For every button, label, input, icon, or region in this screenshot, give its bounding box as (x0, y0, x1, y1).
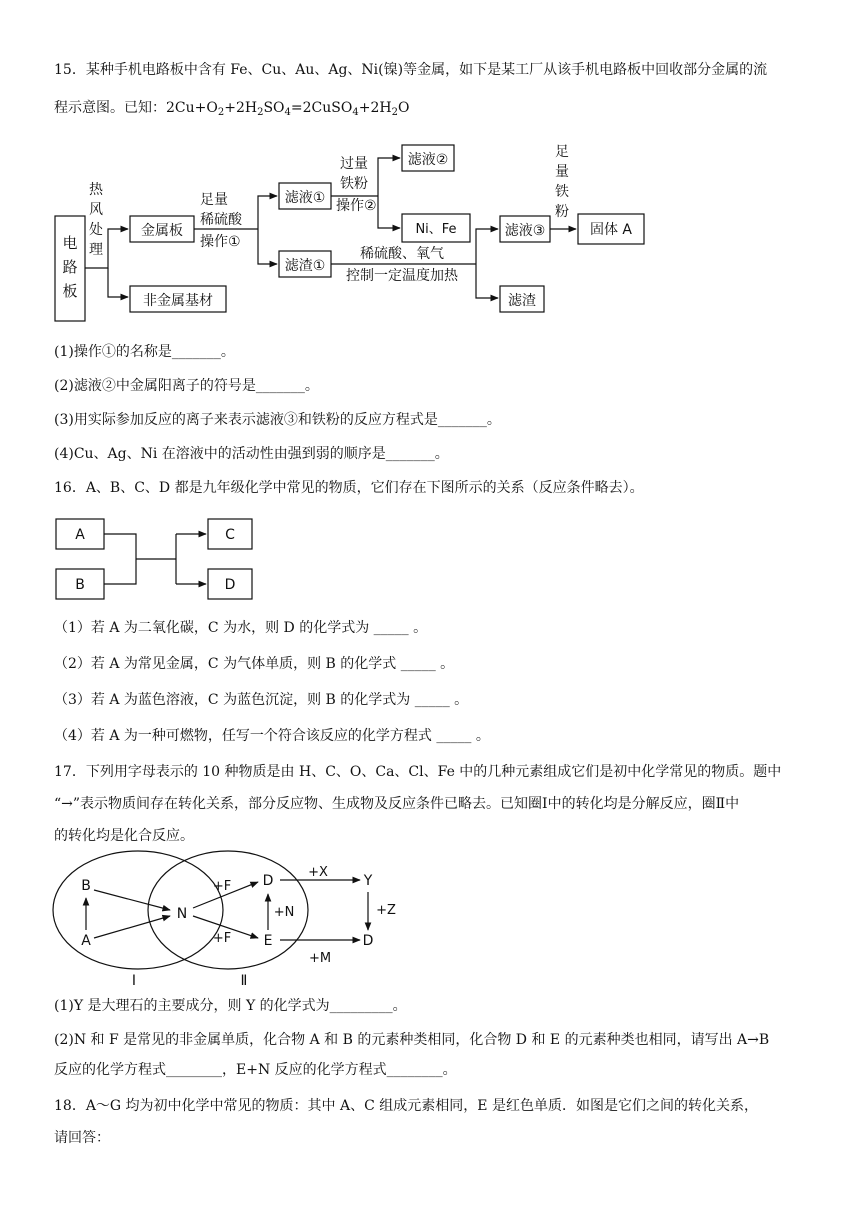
join-ab (104, 534, 136, 584)
heat-label-2: 控制一定温度加热 (346, 268, 458, 284)
residue1-label: 滤渣① (284, 258, 326, 274)
arrow-to-residue (476, 264, 498, 298)
node-d: D (262, 873, 274, 889)
board-char-3: 板 (62, 282, 78, 300)
solidA-label: 固体 A (589, 222, 633, 238)
iron2-char-4: 粉 (555, 204, 569, 220)
q17-stem-line1: 17．下列用字母表示的 10 种物质是由 H、C、O、Ca、Cl、Fe 中的几种元素组成它们是初中化学常见的物质。题中 (54, 764, 782, 780)
iron2-char-3: 铁 (555, 184, 569, 200)
arrow-to-ni-fe (378, 196, 400, 228)
arrow-to-nonmetal (108, 268, 128, 297)
q15-sub1: (1)操作①的名称是_______。 (54, 344, 235, 360)
metal-plate-label: 金属板 (141, 223, 183, 239)
q17-diagram (0, 850, 860, 990)
q15-stem-line1: 15．某种手机电路板中含有 Fe、Cu、Au、Ag、Ni(镍)等金属，如下是某工厂从该手机电路板中回收部分金属的流 (54, 62, 768, 78)
box-b-label: B (75, 577, 85, 593)
arrow-b-n (94, 890, 170, 910)
board-char-2: 路 (62, 258, 78, 276)
board-char-1: 电 (62, 234, 78, 252)
node-n: N (176, 906, 188, 922)
q15-sub2: (2)滤液②中金属阳离子的符号是_______。 (54, 378, 319, 394)
acid-label-3: 操作① (200, 234, 241, 250)
q15-sub4: (4)Cu、Ag、Ni 在溶液中的活动性由强到弱的顺序是_______。 (54, 446, 449, 462)
iron-label-2: 铁粉 (340, 176, 368, 192)
q16-diagram (0, 505, 860, 605)
label-plus-x: +X (308, 865, 328, 880)
iron2-char-2: 量 (555, 164, 569, 180)
ni-fe-label: Ni、Fe (415, 222, 457, 237)
acid-label-2: 稀硫酸 (200, 212, 242, 228)
heat-label-1: 稀硫酸、氧气 (360, 246, 444, 262)
q18-stem-line2: 请回答： (54, 1130, 110, 1146)
filtrate3-label: 滤液③ (504, 223, 546, 239)
q16-sub1: （1）若 A 为二氧化碳，C 为水，则 D 的化学式为 _____ 。 (54, 620, 428, 636)
label-plus-f-2: +F (212, 931, 232, 946)
hot-air-char-4: 理 (89, 242, 103, 258)
label-plus-z: +Z (376, 903, 396, 918)
arrow-a-n (94, 916, 170, 938)
label-plus-f-1: +F (212, 879, 232, 894)
box-a-label: A (75, 527, 85, 543)
nonmetal-label: 非金属基材 (143, 293, 213, 309)
q17-sub1: (1)Y 是大理石的主要成分，则 Y 的化学式为_________。 (54, 998, 407, 1014)
box-c-label: C (225, 527, 235, 543)
iron-label-1: 过量 (340, 156, 368, 172)
q16-sub4: （4）若 A 为一种可燃物，任写一个符合该反应的化学方程式 _____ 。 (54, 728, 490, 744)
iron2-char-1: 足 (555, 144, 569, 160)
arrow-to-residue1 (258, 229, 277, 264)
node-a: A (81, 933, 91, 949)
q15-stem-prefix: 程示意图。已知： (54, 100, 166, 116)
q16-sub3: （3）若 A 为蓝色溶液，C 为蓝色沉淀，则 B 的化学式为 _____ 。 (54, 692, 469, 708)
box-d-label: D (224, 577, 236, 593)
hot-air-char-2: 风 (89, 202, 103, 218)
filtrate1-label: 滤液① (284, 190, 326, 206)
hot-air-char-3: 处 (89, 222, 103, 238)
residue-label: 滤渣 (508, 293, 536, 309)
label-plus-m: +M (308, 951, 332, 966)
iron-label-3: 操作② (336, 198, 377, 214)
label-circle-i: Ⅰ (131, 973, 137, 989)
node-e: E (263, 933, 273, 949)
circle-i (53, 851, 223, 969)
q15-sub3: (3)用实际参加反应的离子来表示滤液③和铁粉的反应方程式是_______。 (54, 412, 501, 428)
q16-stem: 16．A、B、C、D 都是九年级化学中常见的物质，它们存在下图所示的关系（反应条件略去）。 (54, 480, 644, 496)
q17-sub2-line1: (2)N 和 F 是常见的非金属单质，化合物 A 和 B 的元素种类相同，化合物 D 和 E 的元素种类也相同，请写出 A→B (54, 1032, 770, 1048)
q15-flow-diagram (0, 0, 860, 340)
q15-equation: $2Cu+O_2+2H_2SO_4=2CuSO_4+2H_2O$ (166, 100, 410, 118)
arrow-to-filtrate2 (378, 158, 400, 196)
node-b: B (81, 878, 91, 894)
q18-stem-line1: 18．A～G 均为初中化学中常见的物质：其中 A、C 组成元素相同，E 是红色单质．如图是它们之间的转化关系， (54, 1098, 758, 1114)
label-plus-n: +N (273, 905, 295, 920)
hot-air-char-1: 热 (89, 182, 103, 198)
arrow-to-filtrate3 (476, 229, 498, 264)
q17-stem-line3: 的转化均是化合反应。 (54, 828, 194, 844)
filtrate2-label: 滤液② (407, 152, 449, 168)
q17-stem-line2: “→”表示物质间存在转化关系，部分反应物、生成物及反应条件已略去。已知圈Ⅰ中的转化均是分解反应，圈Ⅱ中 (54, 796, 740, 812)
acid-label-1: 足量 (200, 192, 228, 208)
node-d-2: D (362, 933, 374, 949)
q16-sub2: （2）若 A 为常见金属，C 为气体单质，则 B 的化学式 _____ 。 (54, 656, 455, 672)
node-y: Y (363, 873, 373, 889)
q17-sub2-line2: 反应的化学方程式________，E+N 反应的化学方程式________。 (54, 1062, 457, 1078)
label-circle-ii: Ⅱ (240, 973, 248, 989)
arrow-to-filtrate1 (258, 196, 277, 229)
